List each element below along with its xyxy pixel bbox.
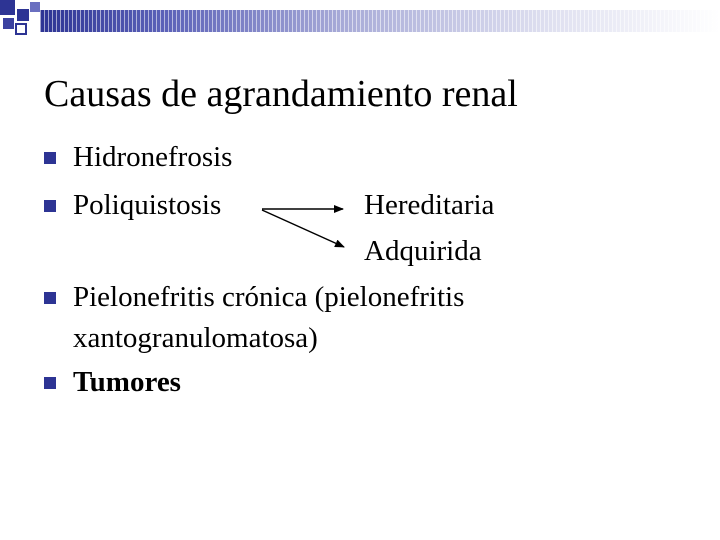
bullet-tumores: Tumores <box>73 366 181 398</box>
bullet-pielonefritis: Pielonefritis crónica (pielonefritis <box>73 281 465 313</box>
square-bullet-icon <box>44 292 56 304</box>
arrow-icon <box>262 210 344 247</box>
decorative-header-bar <box>40 10 720 32</box>
bullet-hidronefrosis: Hidronefrosis <box>73 141 233 173</box>
square-bullet-icon <box>44 200 56 212</box>
bullet-pielonefritis-continuation: xantogranulomatosa) <box>73 322 318 354</box>
bullet-poliquistosis: Poliquistosis <box>73 189 222 221</box>
square-bullet-icon <box>44 152 56 164</box>
square-bullet-icon <box>44 377 56 389</box>
branch-adquirida: Adquirida <box>364 235 482 267</box>
slide-title: Causas de agrandamiento renal <box>44 73 518 115</box>
branch-hereditaria: Hereditaria <box>364 189 495 221</box>
